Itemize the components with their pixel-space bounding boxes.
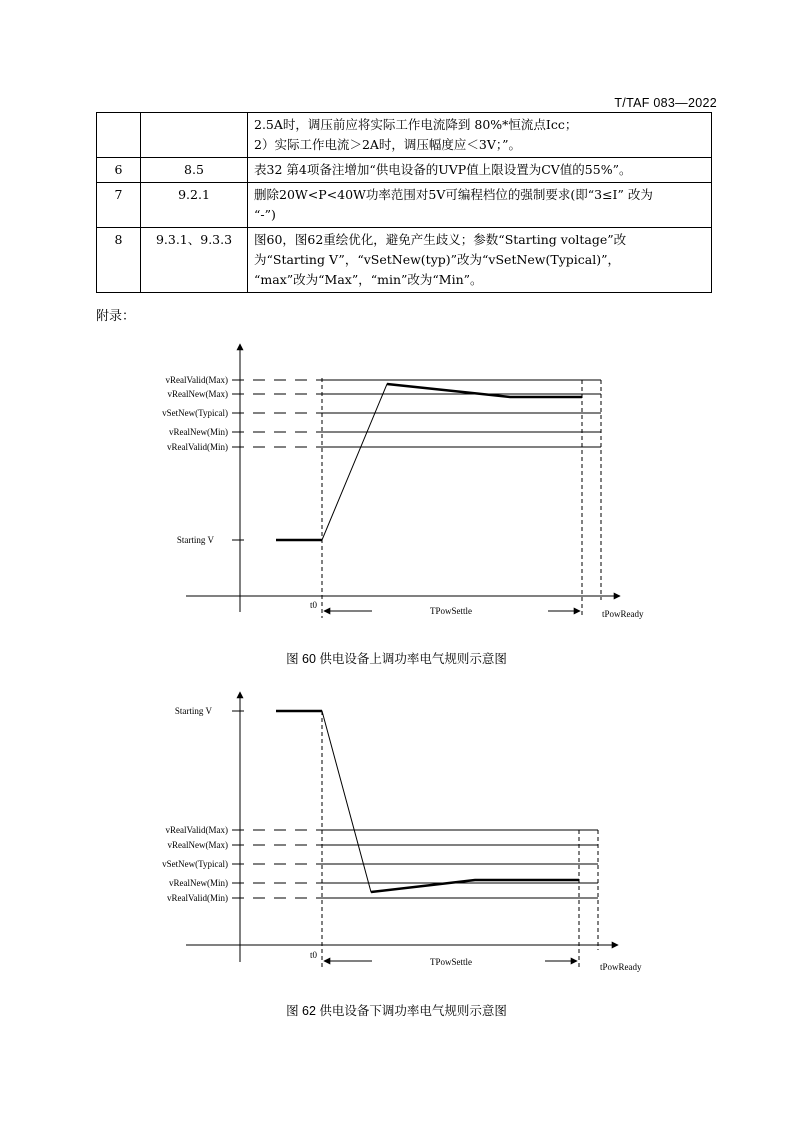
description-line: 删除20W<P<40W功率范围对5V可编程档位的强制要求(即“3≤I” 改为 — [254, 187, 653, 202]
table-row — [97, 158, 712, 183]
level-dashes — [232, 380, 322, 540]
level-label: vRealNew(Min) — [169, 427, 228, 437]
figure-60-caption: 图 60 供电设备上调功率电气规则示意图 — [286, 652, 507, 666]
figure-60-diagram — [0, 330, 793, 630]
time-markers — [322, 711, 598, 968]
table-row — [97, 183, 712, 228]
change-description-cell — [248, 183, 712, 228]
settled-voltage-segment — [371, 880, 579, 892]
level-lines — [322, 380, 601, 447]
level-label: vRealValid(Max) — [165, 375, 228, 385]
document-code: T/TAF 083—2022 — [614, 96, 717, 110]
description-line: “max”改为“Max”，“min”改为“Min”。 — [254, 272, 483, 287]
ready-label: tPowReady — [600, 962, 642, 972]
figure-62-diagram — [0, 680, 793, 980]
level-label: vSetNew(Typical) — [162, 408, 228, 418]
change-description-cell — [248, 158, 712, 183]
starting-voltage-label: Starting V — [176, 535, 214, 545]
starting-voltage-label: Starting V — [174, 706, 212, 716]
change-description-cell — [248, 113, 712, 158]
description-line: “-”) — [254, 207, 276, 222]
row-number-cell: 8 — [97, 228, 141, 293]
level-label: vRealValid(Min) — [167, 442, 228, 452]
table-row — [97, 113, 712, 158]
description-line: 为“Starting V”，“vSetNew(typ)”改为“vSetNew(Typical)”， — [254, 252, 620, 267]
table-row — [97, 228, 712, 293]
revision-table — [96, 112, 712, 293]
voltage-waveform — [276, 711, 579, 892]
ready-label: tPowReady — [602, 609, 644, 619]
settle-label: TPowSettle — [430, 606, 472, 616]
time-markers — [322, 378, 601, 618]
t0-label: t0 — [310, 950, 318, 960]
appendix-label: 附录： — [96, 309, 136, 324]
row-number-cell: 7 — [97, 183, 141, 228]
clause-cell — [141, 113, 248, 158]
row-number-cell: 6 — [97, 158, 141, 183]
change-description-cell — [248, 228, 712, 293]
t0-label: t0 — [310, 600, 318, 610]
clause-cell: 9.2.1 — [141, 183, 248, 228]
description-line: 图60，图62重绘优化，避免产生歧义；参数“Starting voltage”改 — [254, 232, 627, 247]
settle-label: TPowSettle — [430, 957, 472, 967]
level-label: vSetNew(Typical) — [162, 859, 228, 869]
level-label: vRealValid(Min) — [167, 893, 228, 903]
level-label: vRealNew(Min) — [169, 878, 228, 888]
clause-cell: 8.5 — [141, 158, 248, 183]
level-label: vRealNew(Max) — [167, 840, 228, 850]
description-line: 表32 第4项备注增加“供电设备的UVP值上限设置为CV值的55%”。 — [254, 162, 632, 177]
clause-cell: 9.3.1、9.3.3 — [141, 228, 248, 293]
level-label: vRealValid(Max) — [165, 825, 228, 835]
row-number-cell — [97, 113, 141, 158]
description-line: 2）实际工作电流＞2A时，调压幅度应＜3V；”。 — [254, 137, 522, 152]
figure-62-caption: 图 62 供电设备下调功率电气规则示意图 — [286, 1004, 507, 1018]
description-line: 2.5A时，调压前应将实际工作电流降到 80%*恒流点Icc； — [254, 117, 578, 132]
level-dashes — [232, 711, 322, 898]
settled-voltage-segment — [387, 384, 582, 397]
level-label: vRealNew(Max) — [167, 389, 228, 399]
